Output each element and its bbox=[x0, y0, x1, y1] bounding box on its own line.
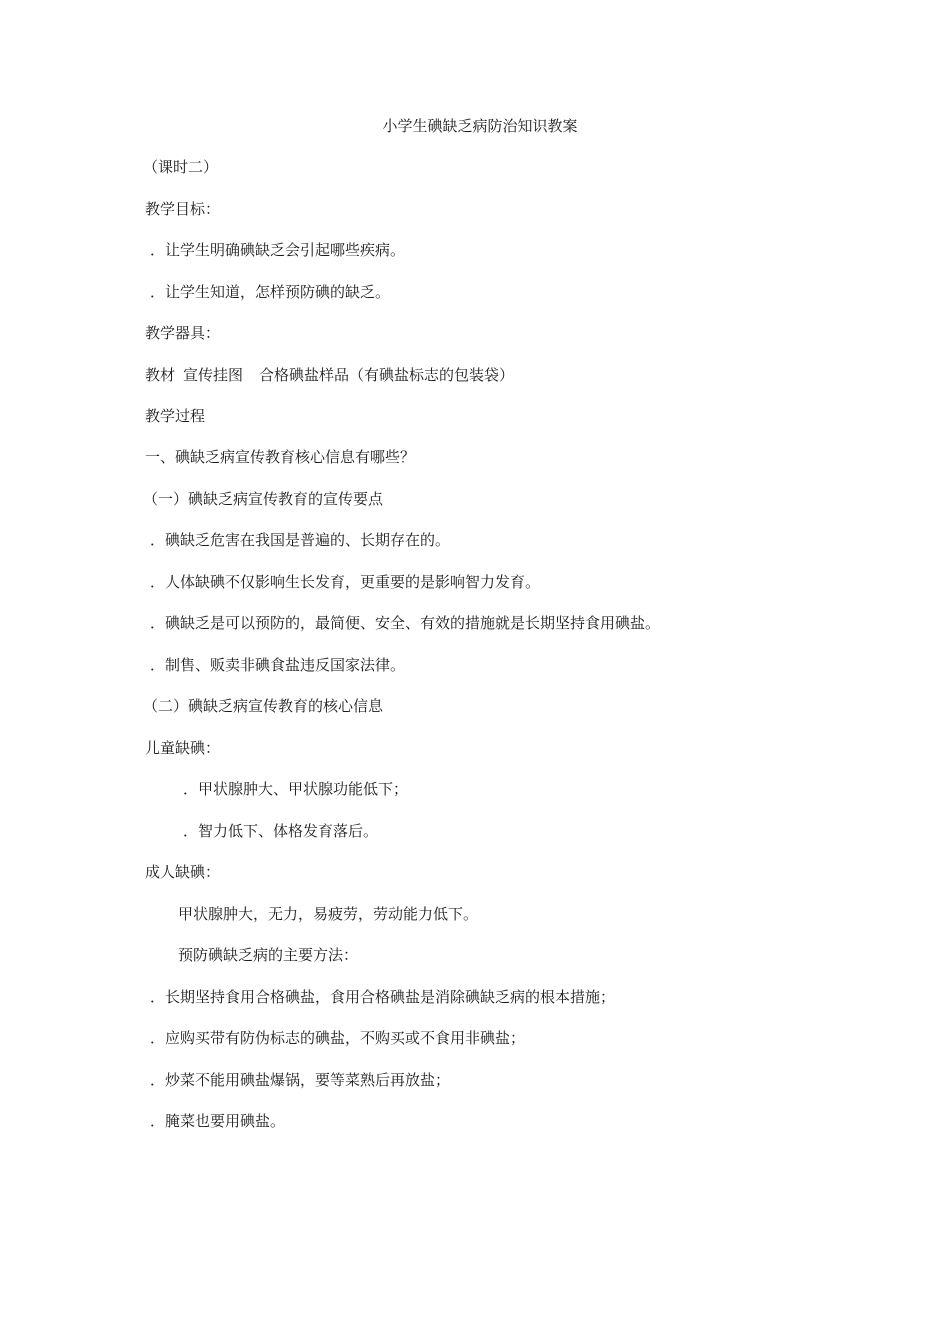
subsection-heading: （二）碘缺乏病宣传教育的核心信息 bbox=[143, 697, 384, 715]
point-item: ．碘缺乏是可以预防的，最简便、安全、有效的措施就是长期坚持食用碘盐。 bbox=[150, 614, 661, 632]
adults-text: 甲状腺肿大，无力，易疲劳，劳动能力低下。 bbox=[178, 905, 479, 923]
children-point: ．智力低下、体格发育落后。 bbox=[183, 822, 379, 840]
point-item: ．制售、贩卖非碘食盐违反国家法律。 bbox=[150, 656, 406, 674]
prevention-heading: 预防碘缺乏病的主要方法： bbox=[178, 946, 359, 964]
material-item: 教材 bbox=[145, 366, 176, 384]
section-heading: 一、碘缺乏病宣传教育核心信息有哪些？ bbox=[145, 448, 416, 466]
material-item: 合格碘盐样品（有碘盐标志的包装袋） bbox=[259, 366, 515, 384]
prevention-point: ．腌菜也要用碘盐。 bbox=[150, 1112, 286, 1130]
point-item: ．人体缺碘不仅影响生长发育，更重要的是影响智力发育。 bbox=[150, 573, 541, 591]
materials-list bbox=[145, 365, 514, 385]
objective-item: ．让学生明确碘缺乏会引起哪些疾病。 bbox=[150, 241, 406, 259]
objectives-heading: 教学目标： bbox=[145, 200, 221, 218]
subsection-heading: （一）碘缺乏病宣传教育的宣传要点 bbox=[143, 490, 384, 508]
process-heading: 教学过程 bbox=[145, 407, 206, 425]
children-heading: 儿童缺碘： bbox=[145, 739, 221, 757]
lesson-label: （课时二） bbox=[143, 158, 219, 176]
materials-heading: 教学器具： bbox=[145, 324, 221, 342]
material-item: 宣传挂图 bbox=[183, 366, 244, 384]
point-item: ．碘缺乏危害在我国是普遍的、长期存在的。 bbox=[150, 531, 451, 549]
adults-heading: 成人缺碘： bbox=[145, 863, 221, 881]
prevention-point: ．长期坚持食用合格碘盐，食用合格碘盐是消除碘缺乏病的根本措施； bbox=[150, 988, 616, 1006]
children-point: ．甲状腺肿大、甲状腺功能低下； bbox=[183, 780, 409, 798]
objective-item: ．让学生知道，怎样预防碘的缺乏。 bbox=[150, 283, 391, 301]
prevention-point: ．应购买带有防伪标志的碘盐，不购买或不食用非碘盐； bbox=[150, 1029, 526, 1047]
prevention-point: ．炒菜不能用碘盐爆锅，要等菜熟后再放盐； bbox=[150, 1071, 451, 1089]
document-title: 小学生碘缺乏病防治知识教案 bbox=[382, 117, 578, 135]
